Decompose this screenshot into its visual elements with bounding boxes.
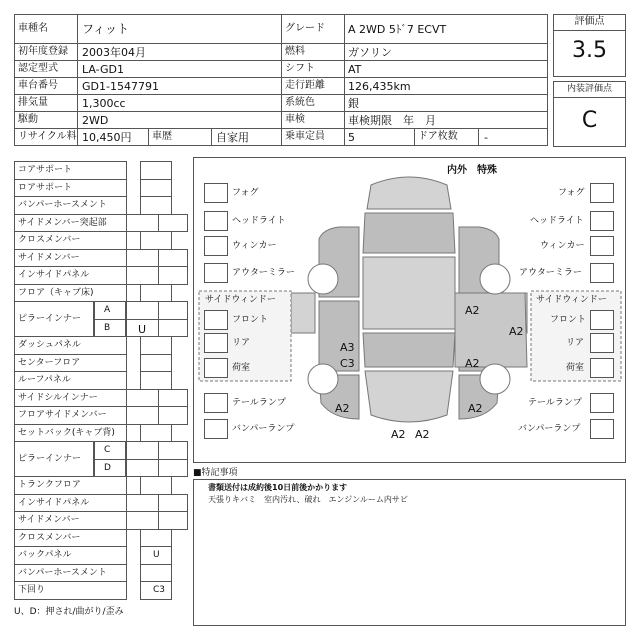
right-fog-label: フォグ (558, 188, 585, 198)
right-taillamp-label: テールランプ (528, 398, 582, 408)
left-window-rear-label: リア (232, 338, 251, 348)
left-mirror-checkbox[interactable] (204, 263, 228, 283)
damage-mark-a2-tail-2: A2 (415, 428, 430, 441)
interior-score-value: C (581, 108, 598, 133)
pillar-d-label: D (104, 462, 111, 473)
frame-row-label: コアサポート (18, 165, 73, 175)
frame-row-label: ルーフパネル (18, 375, 71, 385)
label-color: 系統色 (285, 97, 315, 108)
left-fog-label: フォグ (232, 188, 259, 198)
notes-line-1: 書類送付は成約後10日前後かかります (208, 483, 348, 492)
damage-mark-a3: A3 (340, 341, 355, 354)
frame-row-label: フロア（キャブ床) (18, 287, 94, 298)
value-mileage: 126,435km (348, 80, 411, 93)
frame-row-label: サイドシルインナー (18, 392, 98, 403)
damage-mark-a2-right-side: A2 (509, 325, 524, 338)
frame-row-value: C3 (153, 585, 166, 595)
label-history: 車歴 (152, 131, 172, 142)
label-drive: 駆動 (18, 114, 38, 125)
rear-window (363, 333, 455, 367)
frame-row-value: U (153, 550, 160, 560)
left-sill (291, 293, 315, 333)
frame-row-label: バンパーホースメント (18, 200, 107, 210)
right-fog-checkbox[interactable] (590, 183, 614, 203)
frame-row-label: サイドメンバー (18, 515, 80, 525)
value-grade: A 2WD 5ﾄﾞ7 ECVT (348, 23, 447, 36)
left-taillamp-checkbox[interactable] (204, 393, 228, 413)
value-shift: AT (348, 63, 362, 76)
right-winker-checkbox[interactable] (590, 236, 614, 256)
left-side-window-title: サイドウィンドー (205, 295, 276, 305)
label-fuel: 燃料 (285, 46, 305, 57)
value-history: 自家用 (216, 131, 249, 144)
pillar-cd-label: ピラーインナー (18, 454, 82, 464)
right-rear-wheel (480, 364, 510, 394)
front-windshield (363, 213, 455, 253)
left-taillamp-label: テールランプ (232, 398, 286, 408)
right-window-luggage-checkbox[interactable] (590, 358, 614, 378)
score-label: 評価点 (574, 16, 605, 27)
right-window-front-checkbox[interactable] (590, 310, 614, 330)
damage-mark-a2-right-rear: A2 (465, 357, 480, 370)
right-headlight-checkbox[interactable] (590, 211, 614, 231)
value-recycle-fee: 10,450円 (82, 131, 132, 144)
label-mileage: 走行距離 (285, 80, 325, 91)
pillar-b-label: B (104, 322, 111, 333)
roof-panel (363, 257, 455, 329)
value-chassis-number: GD1-1547791 (82, 80, 159, 93)
left-front-wheel (308, 264, 338, 294)
notes-title: ■特記事項 (193, 468, 238, 478)
damage-mark-a2-right-front: A2 (465, 304, 480, 317)
left-headlight-label: ヘッドライト (232, 216, 286, 226)
value-fuel: ガソリン (348, 46, 392, 59)
frame-row-label: インサイドパネル (18, 270, 90, 280)
damage-mark-a2-right-quarter: A2 (468, 402, 483, 415)
label-grade: グレード (285, 23, 325, 34)
value-displacement: 1,300cc (82, 97, 126, 110)
label-chassis-number: 車台番号 (18, 80, 58, 91)
frame-row-label: センターフロア (18, 357, 81, 368)
left-winker-checkbox[interactable] (204, 236, 228, 256)
frame-row-label: クロスメンバー (18, 532, 81, 543)
pillar-c-label: C (104, 445, 111, 455)
right-taillamp-checkbox[interactable] (590, 393, 614, 413)
left-window-luggage-checkbox[interactable] (204, 358, 228, 378)
value-doors: - (484, 131, 488, 144)
frame-row-label: トランクフロア (18, 480, 81, 490)
frame-row-label: フロアサイドメンバー (18, 410, 107, 420)
left-bumperlamp-checkbox[interactable] (204, 419, 228, 439)
pillar-a-label: A (104, 305, 111, 315)
right-bumperlamp-label: バンパーランプ (518, 424, 581, 434)
value-model-code: LA-GD1 (82, 63, 125, 76)
right-bumperlamp-checkbox[interactable] (590, 419, 614, 439)
frame-row-label: バックパネル (18, 550, 72, 560)
diagram-title: 内外 特殊 (447, 165, 497, 176)
pillar-ab-label: ピラーインナー (18, 314, 82, 324)
frame-row-label: バンパーホースメント (18, 567, 107, 578)
frame-row-label: セットバック(キャブ背) (18, 427, 115, 438)
left-mirror-label: アウターミラー (232, 268, 295, 278)
value-first-registration: 2003年04月 (82, 46, 146, 59)
right-window-luggage-label: 荷室 (566, 363, 585, 373)
frame-legend: U、D：押され/曲がり/歪み (14, 607, 124, 617)
label-shift: シフト (285, 63, 315, 74)
car-outline-graphic (193, 157, 626, 463)
frame-row-label: ロアサポート (18, 182, 73, 193)
frame-row-label: 下回り (18, 585, 46, 595)
left-rear-wheel (308, 364, 338, 394)
left-window-luggage-label: 荷室 (232, 363, 251, 373)
value-color: 銀 (348, 97, 359, 110)
frame-row-label: サイドメンバー突起部 (18, 217, 107, 228)
score-value: 3.5 (572, 38, 607, 63)
right-headlight-label: ヘッドライト (530, 216, 584, 226)
left-window-front-checkbox[interactable] (204, 310, 228, 330)
value-capacity: 5 (348, 131, 355, 144)
label-doors: ドア枚数 (418, 131, 458, 142)
left-fog-checkbox[interactable] (204, 183, 228, 203)
damage-mark-c3: C3 (340, 357, 355, 370)
label-first-registration: 初年度登録 (18, 46, 68, 57)
label-displacement: 排気量 (18, 97, 48, 108)
right-mirror-label: アウターミラー (519, 268, 582, 278)
right-window-front-label: フロント (550, 315, 587, 325)
left-window-front-label: フロント (232, 315, 269, 325)
value-drive: 2WD (82, 114, 109, 127)
value-inspection: 車検期限 年 月 (348, 114, 436, 127)
frame-row-label: クロスメンバー (18, 235, 81, 245)
left-winker-label: ウィンカー (232, 241, 277, 251)
label-model: 車種名 (18, 23, 48, 34)
label-inspection: 車検 (285, 114, 305, 125)
right-front-wheel (480, 264, 510, 294)
label-model-code: 認定型式 (18, 63, 58, 74)
pillar-b-value: U (138, 322, 147, 336)
left-window-rear-checkbox[interactable] (204, 333, 228, 353)
frame-row-label: ダッシュパネル (18, 340, 81, 350)
hood-panel (367, 177, 451, 209)
damage-mark-a2-left: A2 (335, 402, 350, 415)
right-window-rear-label: リア (566, 338, 585, 348)
label-recycle-fee: リサイクル料 (18, 131, 77, 142)
frame-row-label: インサイドパネル (18, 497, 90, 508)
right-mirror-checkbox[interactable] (590, 263, 614, 283)
right-window-rear-checkbox[interactable] (590, 333, 614, 353)
frame-row-label: サイドメンバー (18, 252, 80, 263)
label-capacity: 乗車定員 (285, 131, 325, 142)
notes-line-2: 天張りキバミ 室内汚れ、破れ エンジンルーム内サビ (208, 495, 408, 504)
left-headlight-checkbox[interactable] (204, 211, 228, 231)
value-model: フィット (82, 22, 130, 36)
right-winker-label: ウィンカー (540, 241, 585, 251)
damage-mark-a2-tail-1: A2 (391, 428, 406, 441)
left-bumperlamp-label: バンパーランプ (232, 424, 295, 434)
tailgate-panel (365, 371, 453, 422)
interior-score-label: 内装評価点 (566, 84, 612, 94)
right-side-window-title: サイドウィンドー (536, 295, 607, 305)
